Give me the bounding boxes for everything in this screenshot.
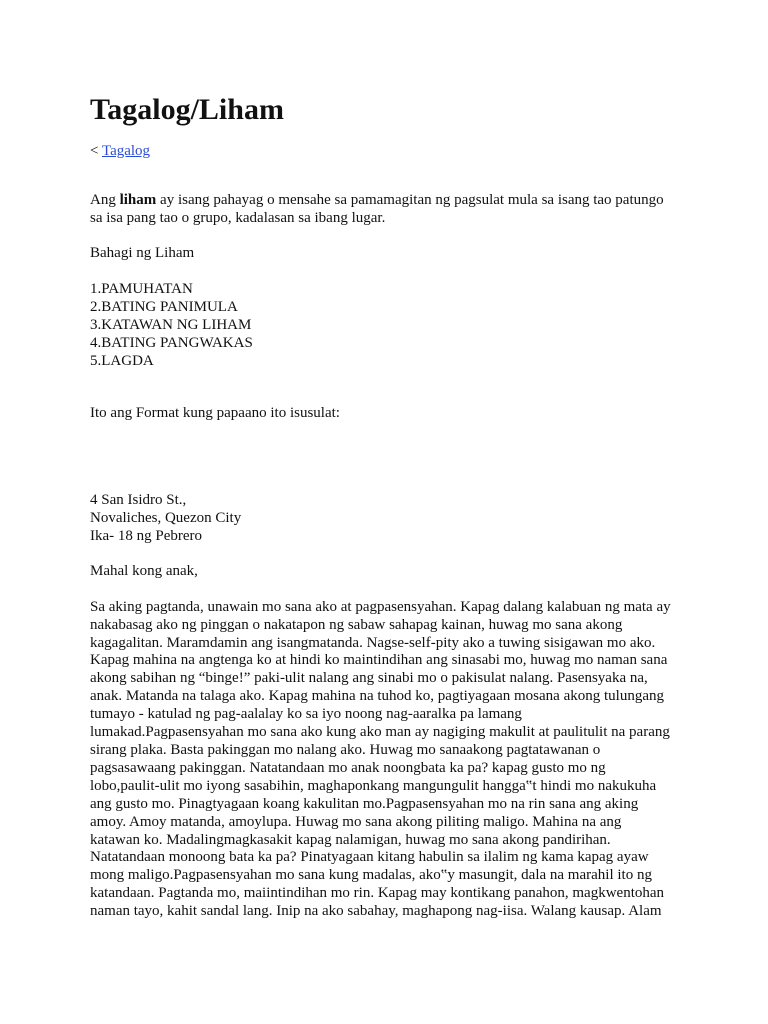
list-item: 3.KATAWAN NG LIHAM	[90, 316, 252, 333]
intro-bold-term: liham	[119, 192, 157, 208]
body-line: akong sabihan ng “binge!” paki-ulit nalang ang sinabi mo o pakisulat nalang. Pasensyaka na,	[90, 670, 648, 687]
body-line: lobo,paulit-ulit mo iyong sasabihin, maghaponkang mangungulit hangga‟t hindi mo nakukuha	[90, 777, 657, 794]
body-line: Kapag mahina na angtenga ko at hindi ko maintindihan ang sinasabi mo, huwag mo naman sana	[90, 652, 668, 669]
address-line: 4 San Isidro St.,	[90, 492, 187, 509]
body-line: ang gusto mo. Pinagtyagaan koang kakulitan mo.Pagpasensyahan mo na rin sana ang aking	[90, 795, 639, 812]
breadcrumb	[90, 142, 680, 160]
body-line: amoy. Amoy matanda, amoylupa. Huwag mo sana akong piliting maligo. Mahina na ang	[90, 813, 622, 830]
body-line: Natatandaan monoong bata ka pa? Pinatyagaan kitang habulin sa ilalim ng kama kapag ayaw	[90, 849, 649, 866]
breadcrumb-link-tagalog[interactable]: Tagalog	[101, 143, 151, 159]
body-line: katandaan. Pagtanda mo, maiintindihan mo rin. Kapag may kontikang panahon, magkwentohan	[90, 885, 665, 902]
body-line: kagagalitan. Maramdamin ang isangmatanda. Nagse-self-pity ako a tuwing sisigawan mo ako.	[90, 634, 656, 651]
body-line: lumakad.Pagpasensyahan mo sana ako kung ako man ay nagiging makulit at paulitulit na parang	[90, 724, 670, 741]
intro-line2: sa isa pang tao o grupo, kadalasan sa ibang lugar.	[90, 209, 386, 226]
parts-heading: Bahagi ng Liham	[90, 245, 195, 262]
letter-address	[90, 492, 680, 545]
list-item: 1.PAMUHATAN	[90, 280, 193, 297]
list-item: 4.BATING PANGWAKAS	[90, 334, 253, 351]
body-line: naman tayo, kahit sandal lang. Inip na ako sabahay, maghapong nag-iisa. Walang kausap. Alam	[90, 903, 662, 920]
parts-list	[90, 280, 680, 370]
body-line: Sa aking pagtanda, unawain mo sana ako at pagpasensyahan. Kapag dalang kalabuan ng mata ay	[90, 598, 671, 615]
list-item: 5.LAGDA	[90, 352, 154, 369]
address-line: Ika- 18 ng Pebrero	[90, 527, 203, 544]
body-line: nakabasag ako ng pinggan o nakatapon ng sabaw sahapag kainan, huwag mo sana akong	[90, 616, 623, 633]
list-item: 2.BATING PANIMULA	[90, 298, 238, 315]
intro-line1: ay isang pahayag o mensahe sa pamamagitan ng pagsulat mula sa isang tao patungo	[156, 192, 664, 208]
body-line: anak. Matanda na talaga ako. Kapag mahina na tuhod ko, pagtiyagaan mosana akong tulungang	[90, 688, 664, 705]
breadcrumb-prefix: <	[90, 143, 102, 159]
page-title: Tagalog/Liham	[90, 93, 284, 126]
intro-before: Ang	[90, 192, 120, 208]
body-line: sirang plaka. Basta pakinggan mo nalang ako. Huwag mo sanaakong pagtatawanan o	[90, 742, 601, 758]
body-line: tumayo - katulad ng pag-aalalay ko sa iyo noong nag-aaralka pa lamang	[90, 706, 522, 723]
format-line: Ito ang Format kung papaano ito isusulat:	[90, 404, 340, 421]
body-line: katawan ko. Madalingmagkasakit kapag nalamigan, huwag mo sana akong pandirihan.	[90, 831, 611, 848]
letter-body	[90, 599, 680, 921]
body-line: mong maligo.Pagpasensyahan mo sana kung madalas, ako‟y masungit, dala na marahil ito ng	[90, 867, 652, 884]
letter-greeting: Mahal kong anak,	[90, 563, 198, 580]
body-line: pagsasawaang pakinggan. Natatandaan mo anak noongbata ka pa? kapag gusto mo ng	[90, 759, 606, 776]
intro-paragraph	[90, 192, 680, 227]
address-line: Novaliches, Quezon City	[90, 509, 242, 526]
